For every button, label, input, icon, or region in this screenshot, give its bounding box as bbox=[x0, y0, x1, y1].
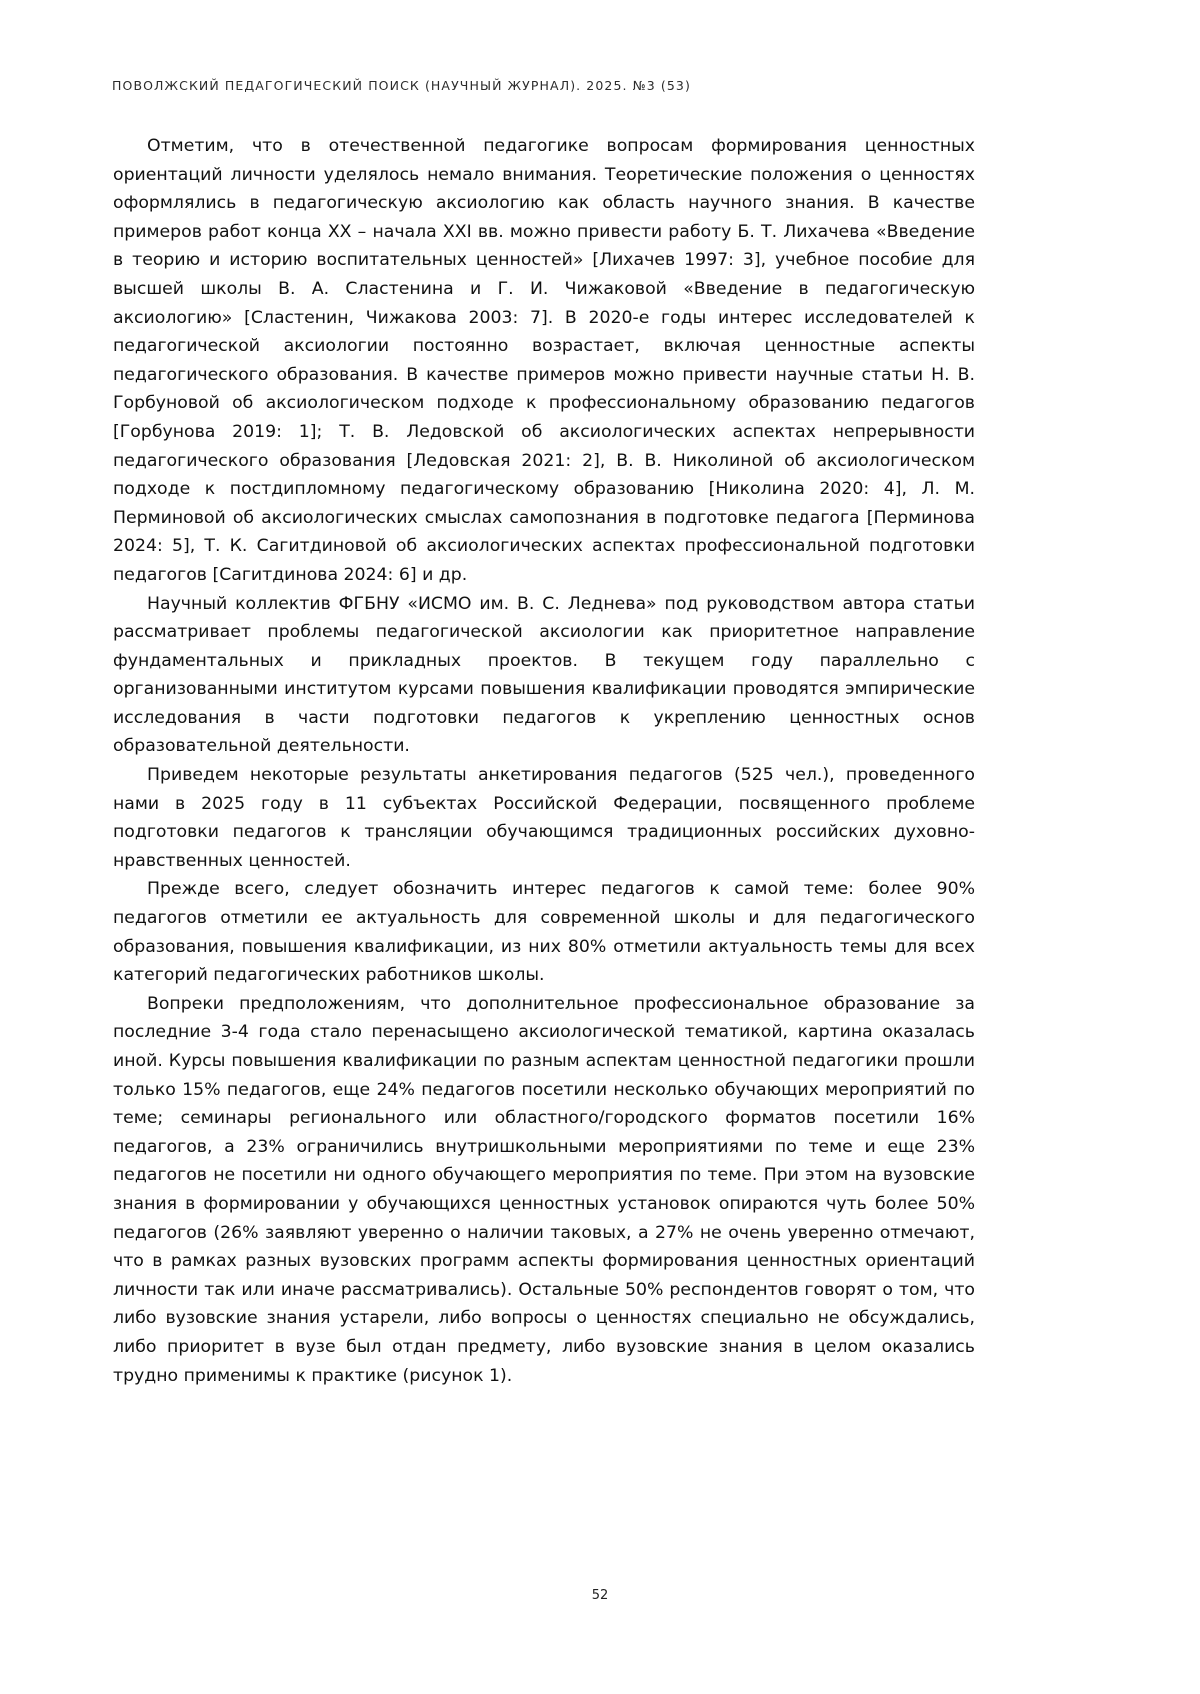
running-head: ПОВОЛЖСКИЙ ПЕДАГОГИЧЕСКИЙ ПОИСК (НАУЧНЫЙ ЖУРНАЛ). 2025. №3 (53) bbox=[112, 78, 691, 93]
page-number: 52 bbox=[591, 1588, 609, 1603]
paragraph: Вопреки предположениям, что дополнительное профессиональное образование за последние 3-4 года стало перенасыщено аксиологической тематикой, картина оказалась иной. Курсы повышения квалификации по разным аспектам ценностной педагогики прошли только 15% педагогов, еще 24% педагогов посетили несколько обучающих мероприятий по теме; семинары регионального или областного/городского форматов посетили 16% педагогов, а 23% ограничились внутришкольными мероприятиями по теме и еще 23% педагогов не посетили ни одного обучающего мероприятия по теме. При этом на вузовские знания в формировании у обучающихся ценностных установок опираются чуть более 50% педагогов (26% заявляют уверенно о наличии таковых, а 27% не очень уверенно отмечают, что в рамках разных вузовских программ аспекты формирования ценностных ориентаций личности так или иначе рассматривались). Остальные 50% респондентов говорят о том, что либо вузовские знания устарели, либо вопросы о ценностях специально не обсуждались, либо приоритет в вузе был отдан предмету, либо вузовские знания в целом оказались трудно применимы к практике (рисунок 1). bbox=[113, 993, 975, 1386]
paragraph: Прежде всего, следует обозначить интерес педагогов к самой теме: более 90% педагогов отметили ее актуальность для современной школы и для педагогического образования, повышения квалификации, из них 80% отметили актуальность темы для всех категорий педагогических работников школы. bbox=[113, 879, 975, 986]
article-body bbox=[113, 132, 975, 1390]
paragraph: Приведем некоторые результаты анкетирования педагогов (525 чел.), проведенного нами в 2025 году в 11 субъектах Российской Федерации, посвященного проблеме подготовки педагогов к трансляции обучающимся традиционных российских духовно-нравственных ценностей. bbox=[113, 765, 975, 871]
paragraph: Отметим, что в отечественной педагогике вопросам формирования ценностных ориентаций личности уделялось немало внимания. Теоретические положения о ценностях оформлялись в педагогическую аксиологию как область научного знания. В качестве примеров работ конца XX – начала XXI вв. можно привести работу Б. Т. Лихачева «Введение в теорию и историю воспитательных ценностей» [Лихачев 1997: 3], учебное пособие для высшей школы В. А. Сластенина и Г. И. Чижаковой «Введение в педагогическую аксиологию» [Сластенин, Чижакова 2003: 7]. В 2020-е годы интерес исследователей к педагогической аксиологии постоянно возрастает, включая ценностные аспекты педагогического образования. В качестве примеров можно привести научные статьи Н. В. Горбуновой об аксиологическом подходе к профессиональному образованию педагогов [Горбунова 2019: 1]; Т. В. Ледовской об аксиологических аспектах непрерывности педагогического образования [Ледовская 2021: 2], В. В. Николиной об аксиологическом подходе к постдипломному педагогическому образованию [Николина 2020: 4], Л. М. Перминовой об аксиологических смыслах самопознания в подготовке педагога [Перминова 2024: 5], Т. К. Сагитдиновой об аксиологических аспектах профессиональной подготовки педагогов [Сагитдинова 2024: 6] и др. bbox=[113, 136, 975, 585]
paragraph: Научный коллектив ФГБНУ «ИСМО им. В. С. Леднева» под руководством автора статьи рассматривает проблемы педагогической аксиологии как приоритетное направление фундаментальных и прикладных проектов. В текущем году параллельно с организованными институтом курсами повышения квалификации проводятся эмпирические исследования в части подготовки педагогов к укреплению ценностных основ образовательной деятельности. bbox=[113, 593, 975, 757]
